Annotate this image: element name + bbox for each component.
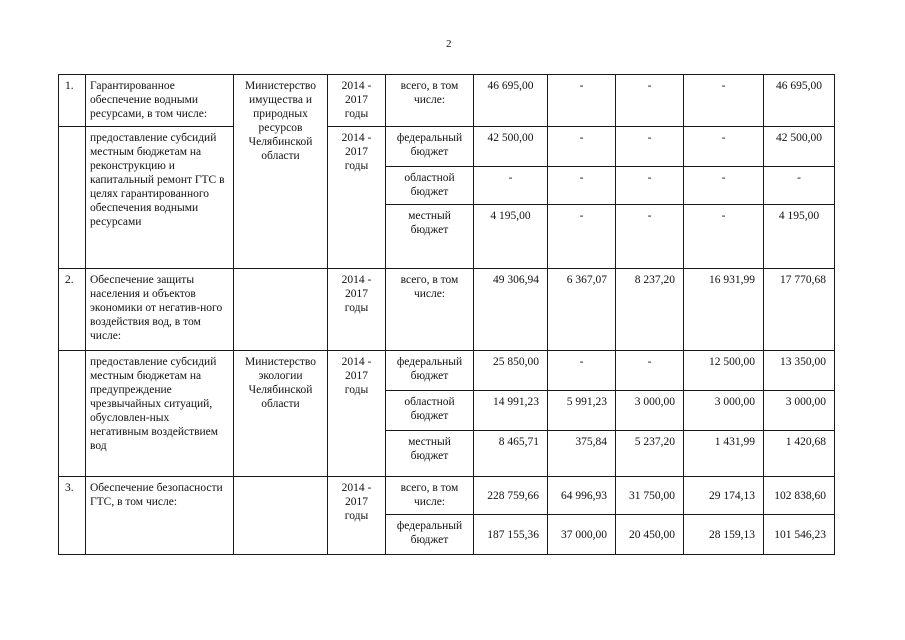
budget-table bbox=[58, 74, 835, 555]
funding-source: федеральный бюджет bbox=[386, 515, 474, 555]
table-row bbox=[59, 75, 835, 127]
value-2016: 16 931,99 bbox=[684, 269, 764, 351]
value-2014: - bbox=[548, 167, 616, 205]
value-2016: - bbox=[684, 127, 764, 167]
funding-source: федеральный бюджет bbox=[386, 351, 474, 391]
measure-subtitle: предоставление субсидий местным бюджетам на предупреждение чрезвычайных ситуаций, обусловлен-ных негативным воздействием вод bbox=[86, 351, 234, 477]
value-2016: 29 174,13 bbox=[684, 477, 764, 515]
value-2017: 101 546,23 bbox=[764, 515, 835, 555]
value-2015: - bbox=[616, 167, 684, 205]
value-2015: 20 450,00 bbox=[616, 515, 684, 555]
funding-source: местный бюджет bbox=[386, 205, 474, 269]
value-2014: - bbox=[548, 351, 616, 391]
funding-source: областной бюджет bbox=[386, 391, 474, 431]
row-number: 2. bbox=[59, 269, 86, 351]
table-row bbox=[59, 351, 835, 391]
term-cell: 2014 - 2017 годы bbox=[328, 75, 386, 127]
value-2014: 375,84 bbox=[548, 431, 616, 477]
value-2016: 3 000,00 bbox=[684, 391, 764, 431]
term-cell: 2014 - 2017 годы bbox=[328, 269, 386, 351]
value-total: 14 991,23 bbox=[474, 391, 548, 431]
value-2014: - bbox=[548, 127, 616, 167]
value-2014: - bbox=[548, 205, 616, 269]
value-2015: - bbox=[616, 351, 684, 391]
responsible-executor: Министерство экологии Челябинской области bbox=[234, 351, 328, 477]
term-cell: 2014 - 2017 годы bbox=[328, 477, 386, 555]
value-2017: - bbox=[764, 167, 835, 205]
value-2017: 46 695,00 bbox=[764, 75, 835, 127]
measure-subtitle: предоставление субсидий местным бюджетам на реконструкцию и капитальный ремонт ГТС в целях гарантированного обеспечения водными ресурсами bbox=[86, 127, 234, 269]
funding-source: всего, в том числе: bbox=[386, 75, 474, 127]
term-cell: 2014 - 2017 годы bbox=[328, 351, 386, 477]
funding-source: областной бюджет bbox=[386, 167, 474, 205]
row-number: 1. bbox=[59, 75, 86, 127]
funding-source: местный бюджет bbox=[386, 431, 474, 477]
measure-name: Обеспечение защиты населения и объектов экономики от негатив-ного воздействия вод, в том числе: bbox=[86, 269, 234, 351]
table-row bbox=[59, 269, 835, 351]
value-total: 228 759,66 bbox=[474, 477, 548, 515]
term-cell: 2014 - 2017 годы bbox=[328, 127, 386, 269]
value-2017: 3 000,00 bbox=[764, 391, 835, 431]
value-2017: 4 195,00 bbox=[764, 205, 835, 269]
value-total: 187 155,36 bbox=[474, 515, 548, 555]
value-2017: 17 770,68 bbox=[764, 269, 835, 351]
responsible-executor: Министерство имущества и природных ресурсов Челябинской области bbox=[234, 75, 328, 269]
value-2015: 31 750,00 bbox=[616, 477, 684, 515]
funding-source: всего, в том числе: bbox=[386, 269, 474, 351]
value-2015: 8 237,20 bbox=[616, 269, 684, 351]
value-2015: 3 000,00 bbox=[616, 391, 684, 431]
funding-source: федеральный бюджет bbox=[386, 127, 474, 167]
value-2016: 1 431,99 bbox=[684, 431, 764, 477]
page-number: 2 bbox=[446, 38, 452, 50]
value-2016: 28 159,13 bbox=[684, 515, 764, 555]
value-total: - bbox=[474, 167, 548, 205]
value-total: 25 850,00 bbox=[474, 351, 548, 391]
value-2015: - bbox=[616, 205, 684, 269]
value-2016: - bbox=[684, 75, 764, 127]
value-2014: 5 991,23 bbox=[548, 391, 616, 431]
table-row bbox=[59, 127, 835, 167]
funding-source: всего, в том числе: bbox=[386, 477, 474, 515]
row-number bbox=[59, 351, 86, 477]
value-2014: 64 996,93 bbox=[548, 477, 616, 515]
value-2015: 5 237,20 bbox=[616, 431, 684, 477]
value-2015: - bbox=[616, 75, 684, 127]
value-2017: 13 350,00 bbox=[764, 351, 835, 391]
value-2016: - bbox=[684, 205, 764, 269]
value-2017: 102 838,60 bbox=[764, 477, 835, 515]
value-2014: - bbox=[548, 75, 616, 127]
value-2015: - bbox=[616, 127, 684, 167]
table-row bbox=[59, 477, 835, 515]
measure-name: Обеспечение безопасности ГТС, в том числе: bbox=[86, 477, 234, 555]
value-2016: - bbox=[684, 167, 764, 205]
row-number bbox=[59, 127, 86, 269]
value-total: 46 695,00 bbox=[474, 75, 548, 127]
value-2014: 37 000,00 bbox=[548, 515, 616, 555]
measure-name: Гарантированное обеспечение водными ресурсами, в том числе: bbox=[86, 75, 234, 127]
value-total: 4 195,00 bbox=[474, 205, 548, 269]
row-number: 3. bbox=[59, 477, 86, 555]
responsible-executor bbox=[234, 269, 328, 351]
value-2016: 12 500,00 bbox=[684, 351, 764, 391]
value-2014: 6 367,07 bbox=[548, 269, 616, 351]
responsible-executor bbox=[234, 477, 328, 555]
value-2017: 1 420,68 bbox=[764, 431, 835, 477]
value-2017: 42 500,00 bbox=[764, 127, 835, 167]
value-total: 42 500,00 bbox=[474, 127, 548, 167]
value-total: 8 465,71 bbox=[474, 431, 548, 477]
value-total: 49 306,94 bbox=[474, 269, 548, 351]
